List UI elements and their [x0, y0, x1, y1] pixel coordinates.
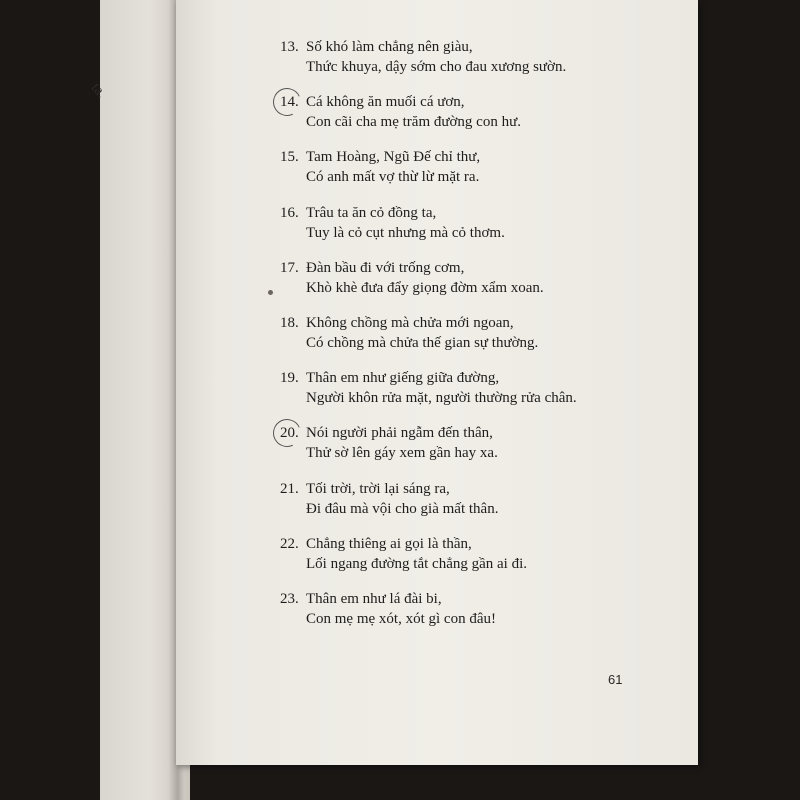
poem-line-1: Tam Hoàng, Ngũ Đế chỉ thư,	[306, 149, 481, 166]
poem-line-1: Cá không ăn muối cá ươn,	[306, 94, 465, 111]
page-number: 61	[608, 672, 623, 687]
poem-item	[280, 258, 680, 313]
poem-line-1: Thân em như lá đài bi,	[306, 590, 442, 607]
poem-number: 19.	[280, 370, 299, 387]
poem-item	[280, 313, 680, 368]
poem-number: 21.	[280, 480, 299, 497]
poem-number: 15.	[280, 149, 299, 166]
poem-line-2: Khò khè đưa đẩy giọng đờm xẩm xoan.	[306, 279, 544, 296]
poem-item	[280, 92, 680, 147]
poem-line-2: Thử sờ lên gáy xem gần hay xa.	[306, 445, 498, 462]
poem-item	[280, 368, 680, 423]
poem-line-1: Nói người phải ngẫm đến thân,	[306, 425, 493, 442]
poem-line-2: Đi đâu mà vội cho già mất thân.	[306, 500, 499, 517]
poem-number: 14.	[280, 94, 299, 111]
poem-number: 23.	[280, 590, 299, 607]
poem-item	[280, 147, 680, 202]
poem-line-2: Người khôn rửa mặt, người thường rửa chân.	[306, 390, 577, 407]
poem-number: 13.	[280, 39, 299, 55]
poem-line-2: Có chồng mà chửa thế gian sự thường.	[306, 334, 539, 351]
poem-line-1: Đàn bầu đi với trống cơm,	[306, 259, 465, 276]
poem-line-1: Tối trời, trời lại sáng ra,	[306, 480, 450, 497]
poem-item	[280, 534, 680, 589]
poem-line-2: Con cãi cha mẹ trăm đường con hư.	[306, 114, 521, 131]
poem-line-1: Trâu ta ăn cỏ đồng ta,	[306, 204, 437, 221]
poem-number: 17.	[280, 259, 299, 276]
poem-line-2: Tuy là cỏ cụt nhưng mà cỏ thơm.	[306, 224, 505, 241]
poem-line-2: Lối ngang đường tắt chẳng gần ai đi.	[306, 555, 528, 572]
poem-item	[280, 203, 680, 258]
page-speck	[268, 290, 273, 295]
poem-list	[280, 37, 680, 644]
poem-line-2: Con mẹ mẹ xót, xót gì con đâu!	[306, 610, 496, 627]
poem-line-2: Có anh mất vợ thừ lừ mặt ra.	[306, 169, 480, 186]
poem-number: 22.	[280, 535, 299, 552]
poem-line-2: Thức khuya, dậy sớm cho đau xương sườn.	[306, 59, 567, 75]
poem-line-1: Thân em như giếng giữa đường,	[306, 370, 500, 387]
poem-item	[280, 479, 680, 534]
poem-item	[280, 423, 680, 478]
poem-number: 16.	[280, 204, 299, 221]
poem-item	[280, 37, 680, 92]
poem-number: 20.	[280, 425, 299, 442]
poem-line-1: Không chồng mà chửa mới ngoan,	[306, 314, 514, 331]
poem-line-1: Chẳng thiêng ai gọi là thần,	[306, 535, 472, 552]
poem-line-1: Số khó làm chẳng nên giàu,	[306, 39, 473, 55]
poem-item	[280, 589, 680, 644]
poem-number: 18.	[280, 314, 299, 331]
left-page-text-fragment: ta.	[87, 80, 110, 102]
